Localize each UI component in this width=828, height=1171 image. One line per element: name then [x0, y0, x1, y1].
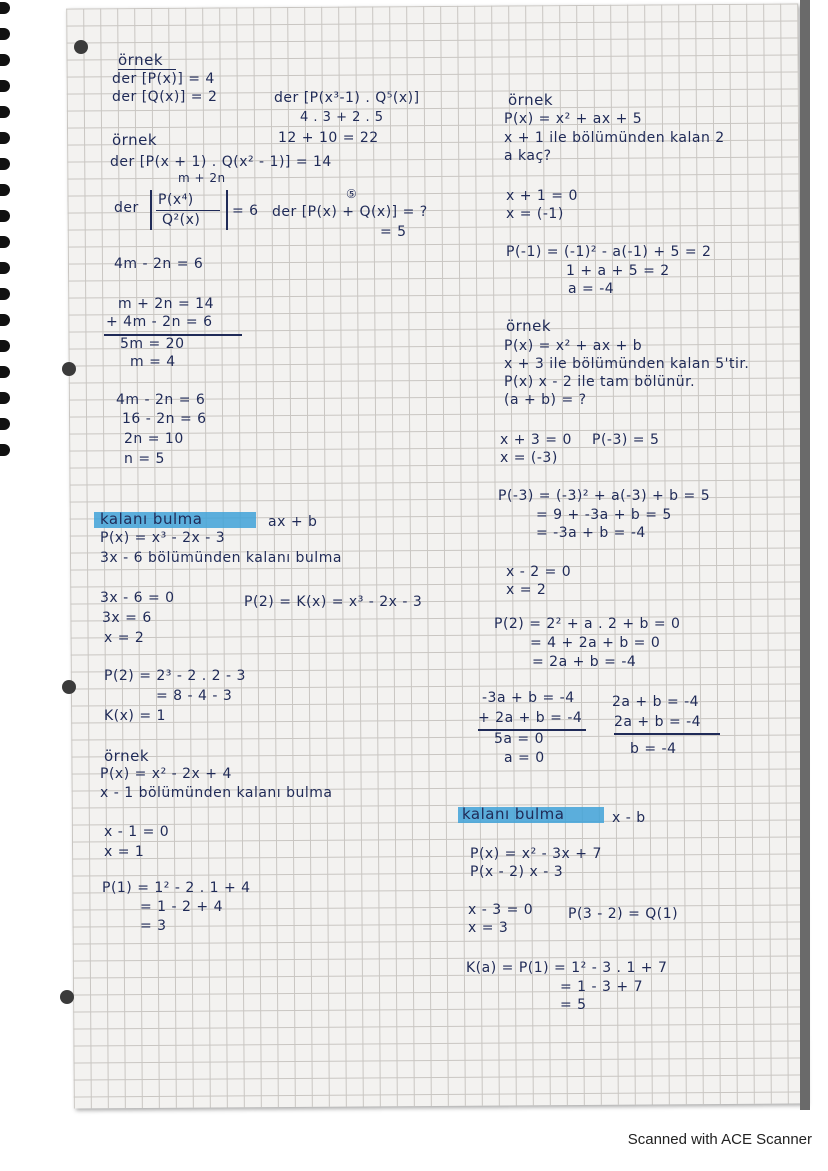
example-heading: örnek: [112, 131, 158, 149]
note-line: m + 2n: [178, 171, 226, 185]
note-line: P(x) x - 2 ile tam bölünür.: [504, 374, 696, 390]
note-line: 3x - 6 bölümünden kalanı bulma: [100, 550, 342, 566]
heading-underline: [118, 69, 176, 70]
note-line: x = (-1): [506, 206, 564, 222]
note-line: a = 0: [504, 750, 545, 766]
note-line: = 8 - 4 - 3: [156, 688, 233, 704]
note-line: K(a) = P(1) = 1² - 3 . 1 + 7: [466, 960, 668, 976]
note-line: (a + b) = ?: [504, 392, 587, 408]
note-line: P(x) = x² - 3x + 7: [470, 846, 602, 862]
note-line: x = 2: [506, 582, 547, 598]
note-line: = 2a + b = -4: [532, 654, 637, 670]
note-line: x - b: [612, 810, 646, 826]
note-line: a = -4: [568, 281, 615, 297]
page-edge-shadow: [800, 0, 810, 1110]
note-line: = 9 + -3a + b = 5: [536, 507, 672, 523]
note-line: P(-3) = (-3)² + a(-3) + b = 5: [498, 488, 711, 504]
example-heading: örnek: [118, 51, 164, 69]
note-line: der [P(x³-1) . Q⁵(x)]: [274, 90, 420, 106]
note-line: P(x) = x² + ax + b: [504, 338, 643, 354]
note-line: x + 3 ile bölümünden kalan 5'tir.: [504, 356, 750, 372]
note-line: + 2a + b = -4: [478, 710, 583, 726]
punch-hole: [60, 990, 74, 1004]
note-line: = 5: [380, 224, 407, 240]
abs-bar: [226, 190, 228, 230]
fraction-bar: [156, 210, 220, 211]
note-line: 4m - 2n = 6: [116, 392, 206, 408]
note-line: 5a = 0: [494, 731, 545, 747]
fraction-numerator: P(x⁴): [158, 192, 194, 208]
note-line: P(2) = K(x) = x³ - 2x - 3: [244, 594, 423, 610]
note-line: -3a + b = -4: [482, 690, 575, 706]
note-line: = 1 - 3 + 7: [560, 979, 643, 995]
note-line: 2n = 10: [124, 431, 184, 447]
note-line: P(x) = x³ - 2x - 3: [100, 530, 226, 546]
note-line: = 5: [560, 997, 587, 1013]
note-line: n = 5: [124, 451, 165, 467]
scanner-watermark: Scanned with ACE Scanner: [627, 1131, 812, 1148]
note-line: der [P(x) + Q(x)] = ?: [272, 204, 428, 220]
note-line: ax + b: [268, 514, 318, 530]
note-line: m = 4: [130, 354, 176, 370]
note-line: 3x = 6: [102, 610, 152, 626]
note-line: P(-3) = 5: [592, 432, 660, 448]
note-line: m + 2n = 14: [118, 296, 214, 312]
example-heading: örnek: [506, 317, 552, 335]
note-line: 3x - 6 = 0: [100, 590, 175, 606]
note-line: = 3: [140, 918, 167, 934]
note-line: P(3 - 2) = Q(1): [568, 906, 679, 922]
note-line: 4m - 2n = 6: [114, 256, 204, 272]
note-line: x = 1: [104, 844, 145, 860]
note-line: x - 1 = 0: [104, 824, 170, 840]
note-line: 2a + b = -4: [614, 714, 702, 730]
note-line: x - 2 = 0: [506, 564, 572, 580]
example-heading: örnek: [104, 747, 150, 765]
note-line: x = (-3): [500, 450, 558, 466]
circled-note: ⑤: [346, 187, 358, 201]
note-line: a kaç?: [504, 148, 552, 164]
note-line: 5m = 20: [120, 336, 185, 352]
example-heading: örnek: [508, 91, 554, 109]
section-heading: kalanı bulma: [462, 805, 565, 823]
note-line: + 4m - 2n = 6: [106, 314, 213, 330]
note-line: P(x) = x² + ax + 5: [504, 111, 643, 127]
note-line: der [P(x)] = 4: [112, 71, 215, 87]
note-line: b = -4: [630, 741, 677, 757]
note-line: x + 3 = 0: [500, 432, 572, 448]
fraction-denominator: Q²(x): [162, 212, 201, 228]
note-line: P(2) = 2³ - 2 . 2 - 3: [104, 668, 246, 684]
note-line: P(1) = 1² - 2 . 1 + 4: [102, 880, 251, 896]
note-line: der [P(x + 1) . Q(x² - 1)] = 14: [110, 154, 332, 170]
note-line: = -3a + b = -4: [536, 525, 646, 541]
sum-rule: [614, 733, 720, 735]
note-line: der [Q(x)] = 2: [112, 89, 218, 105]
note-line: x - 1 bölümünden kalanı bulma: [100, 785, 333, 801]
note-line: 1 + a + 5 = 2: [566, 263, 670, 279]
note-line: = 6: [232, 203, 259, 219]
punch-hole: [74, 40, 88, 54]
note-line: P(2) = 2² + a . 2 + b = 0: [494, 616, 681, 632]
section-heading: kalanı bulma: [100, 510, 203, 528]
spiral-binding: [0, 0, 30, 520]
abs-bar: [150, 190, 152, 230]
punch-hole: [62, 680, 76, 694]
note-line: x + 1 = 0: [506, 188, 578, 204]
note-line: 12 + 10 = 22: [278, 130, 379, 146]
note-line: P(x) = x² - 2x + 4: [100, 766, 232, 782]
note-line: x + 1 ile bölümünden kalan 2: [504, 130, 725, 146]
note-line: K(x) = 1: [104, 708, 166, 724]
note-line: = 1 - 2 + 4: [140, 899, 223, 915]
note-line: P(-1) = (-1)² - a(-1) + 5 = 2: [506, 244, 712, 260]
note-line: P(x - 2) x - 3: [470, 864, 564, 880]
note-line: 16 - 2n = 6: [122, 411, 207, 427]
note-line: = 4 + 2a + b = 0: [530, 635, 661, 651]
note-line: x = 2: [104, 630, 145, 646]
note-line: der: [114, 200, 139, 216]
punch-hole: [62, 362, 76, 376]
note-line: 2a + b = -4: [612, 694, 700, 710]
note-line: 4 . 3 + 2 . 5: [300, 110, 384, 125]
note-line: x - 3 = 0: [468, 902, 534, 918]
note-line: x = 3: [468, 920, 509, 936]
